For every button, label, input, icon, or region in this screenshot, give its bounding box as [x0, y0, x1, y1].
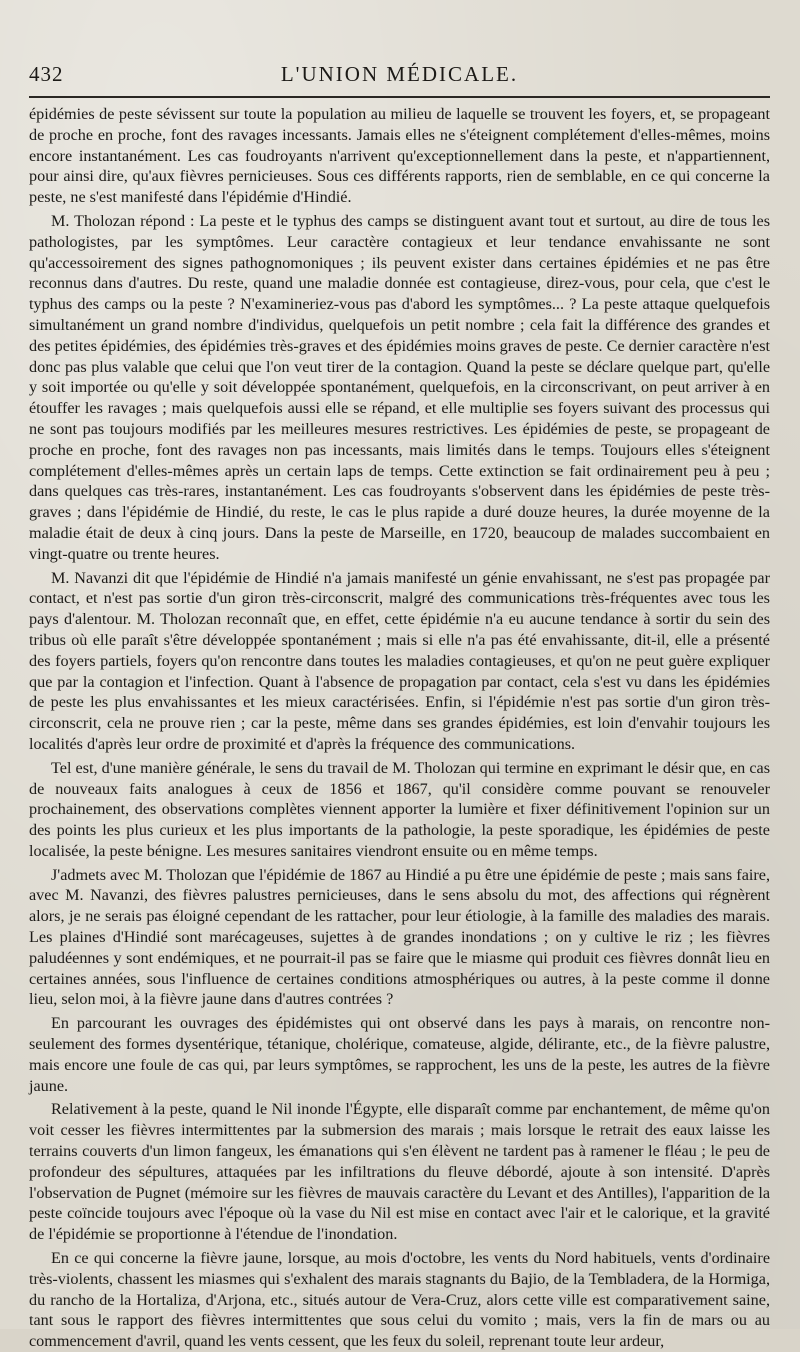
body-text — [29, 104, 770, 1352]
paragraph: M. Tholozan répond : La peste et le typhus des camps se distinguent avant tout et surtout, au dire de tous les pathologistes, par les symptômes. Leur caractère contagieux et leur tendance envahissante ne sont qu'accessoirement des signes pathognomoniques ; ils peuvent exister dans certaines épidémies et ne pas être reconnus dans d'autres. Du reste, quand une maladie donnée est contagieuse, direz-vous, pour cela, que c'est le typhus des camps ou la peste ? N'examineriez-vous pas d'abord les symptômes... ? La peste attaque quelquefois simultanément un grand nombre d'individus, quelquefois un petit nombre ; cela fait la différence des grandes et des petites épidémies, des épidémies très-graves et des épidémies moins graves de peste. Ce dernier caractère n'est donc pas plus valable que celui que l'on veut tirer de la contagion. Quand la peste se déclare quelque part, qu'elle y soit importée ou qu'elle y soit développée spontanément, quelquefois, en la circonscrivant, on peut arriver à en étouffer les ravages ; mais quelquefois aussi elle se répand, et elle multiplie ses foyers suivant des processus qui ne sont pas toujours modifiés par les meilleures mesures restrictives. Les épidémies de peste, se propageant de proche en proche, font des ravages non pas incessants, mais limités dans le temps. Toujours elles s'éteignent complétement d'elles-mêmes après un certain laps de temps. Cette extinction se fait ordinairement peu à peu ; dans quelques cas très-rares, instantanément. Les cas foudroyants s'observent dans les épidémies de peste très-graves ; dans l'épidémie de Hindié, du reste, le cas le plus rapide a duré douze heures, la durée moyenne de la maladie était de deux à cinq jours. Dans la peste de Marseille, en 1720, beaucoup de malades succombaient en vingt-quatre ou trente heures. — [29, 211, 770, 563]
running-title: L'UNION MÉDICALE. — [280, 62, 519, 86]
paragraph: Tel est, d'une manière générale, le sens du travail de M. Tholozan qui termine en exprimant le désir que, en cas de nouveaux faits analogues à ceux de 1856 et 1867, qu'il considère comme pouvant se renouveler prochainement, des observations complètes viennent apporter la lumière et fixer définitivement l'opinion sur un des points les plus curieux et les plus importants de la pathologie, la peste sporadique, les épidémies de peste localisée, la peste bénigne. Les mesures sanitaires viendront ensuite ou en même temps. — [29, 758, 770, 860]
paragraph: En ce qui concerne la fièvre jaune, lorsque, au mois d'octobre, les vents du Nord habituels, vents d'ordinaire très-violents, chassent les miasmes qui s'exhalent des marais stagnants du Bajio, de la Tembladera, de la Hormiga, du rancho de la Hortaliza, d'Arjona, etc., situés autour de Vera-Cruz, alors cette ville est comparativement saine, tant sous le rapport des fièvres intermittentes que sous celui du vomito ; mais, vers la fin de mars ou au commencement d'avril, quand les vents cessent, que les feux du soleil, reprenant toute leur ardeur, — [29, 1249, 770, 1351]
header-rule — [29, 96, 770, 98]
paragraph: J'admets avec M. Tholozan que l'épidémie de 1867 au Hindié a pu être une épidémie de peste ; mais sans faire, avec M. Navanzi, des fièvres palustres pernicieuses, dans le sens absolu du mot, des affections qui régnèrent alors, je ne serais pas éloigné cependant de les rattacher, pour leur étiologie, à la famille des maladies des marais. Les plaines d'Hindié sont marécageuses, sujettes à de grandes inondations ; on y cultive le riz ; les fièvres paludéennes y sont endémiques, et ne pourrait-il pas se faire que le miasme qui produit ces fièvres donnât lieu en certaines années, sous l'influence de certaines conditions atmosphériques ou autres, à la peste comme il donne lieu, selon moi, à la fièvre jaune dans d'autres contrées ? — [29, 865, 770, 1009]
paragraph: Relativement à la peste, quand le Nil inonde l'Égypte, elle disparaît comme par enchantement, de même qu'on voit cesser les fièvres intermittentes par la submersion des marais ; mais lorsque le retrait des eaux laisse les terrains couverts d'un limon fangeux, les émanations qui s'en élèvent ne tardent pas à ramener le fléau ; le peu de profondeur des sépultures, attaquées par les infiltrations du fleuve débordé, ajoute à son intensité. D'après l'observation de Pugnet (mémoire sur les fièvres de mauvais caractère du Levant et des Antilles), l'apparition de la peste coïncide toujours avec l'époque où la vase du Nil est mise en contact avec l'air et le calorique, et la gravité de l'épidémie se proportionne à l'étendue de l'inondation. — [29, 1100, 770, 1244]
paragraph: M. Navanzi dit que l'épidémie de Hindié n'a jamais manifesté un génie envahissant, ne s'est pas propagée par contact, et n'est pas sortie d'un giron très-circonscrit, malgré des communications très-fréquentes avec tous les pays d'alentour. M. Tholozan reconnaît que, en effet, cette épidémie n'a eu aucune tendance à sortir du sein des tribus où elle paraît s'être développée spontanément ; mais si elle n'a pas été envahissante, dit-il, elle a présenté des foyers partiels, foyers qu'on rencontre dans toutes les maladies contagieuses, et qu'on ne peut guère expliquer que par la contagion et l'infection. Quant à l'absence de propagation par contact, cela s'est vu dans les épidémies de peste les plus envahissantes et les mieux caractérisées. Enfin, si l'épidémie n'est pas sortie d'un giron très-circonscrit, cela ne prouve rien ; car la peste, même dans ses grandes épidémies, est loin d'envahir toujours les localités d'après leur ordre de proximité et d'après la fréquence des communications. — [29, 568, 770, 753]
paragraph: En parcourant les ouvrages des épidémistes qui ont observé dans les pays à marais, on rencontre non-seulement des formes dysentérique, tétanique, cholérique, comateuse, algide, délirante, etc., de la fièvre palustre, mais encore une foule de cas qui, par leurs symptômes, se rapprochent, les uns de la peste, les autres de la fièvre jaune. — [29, 1014, 770, 1095]
page-number: 432 — [29, 62, 64, 86]
paragraph: épidémies de peste sévissent sur toute la population au milieu de laquelle se trouvent les foyers, et, se propageant de proche en proche, font des ravages incessants. Jamais elles ne s'éteignent complétement d'elles-mêmes, moins encore instantanément. Les cas foudroyants n'arrivent qu'exceptionnellement dans la peste, et n'appartiennent, pour ainsi dire, qu'aux fièvres pernicieuses. Sous ces différents rapports, rien de semblable, en ce qui concerne la peste, ne s'est manifesté dans l'épidémie d'Hindié. — [29, 105, 770, 207]
page-header — [29, 58, 770, 94]
